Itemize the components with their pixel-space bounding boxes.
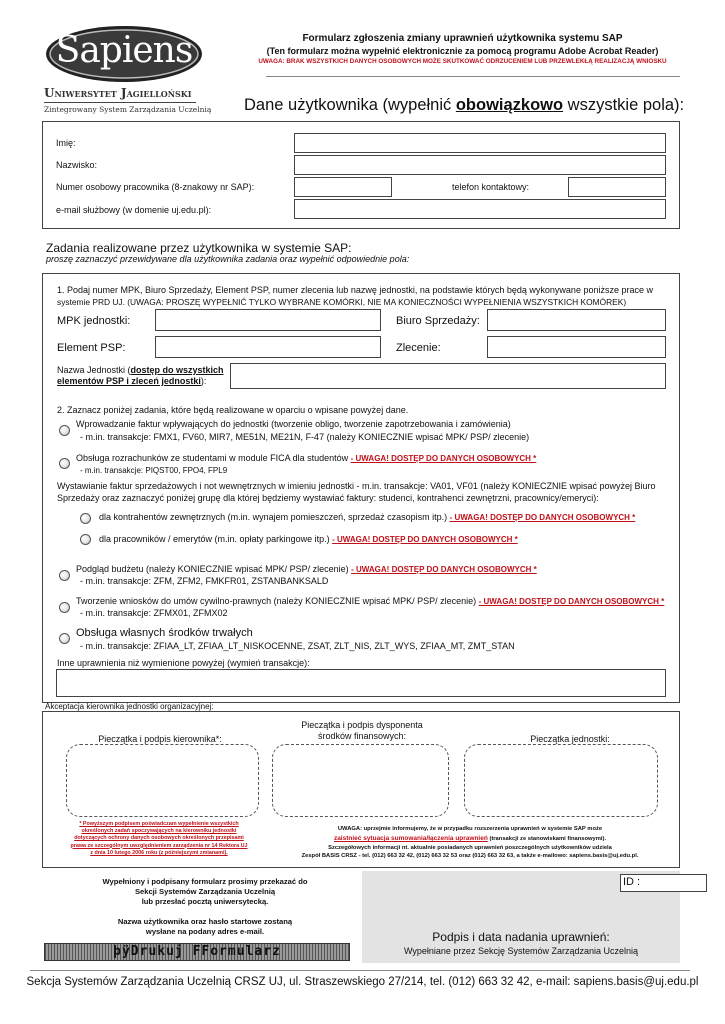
permissions-note-line3: Szczegółowych informacji nt. aktualnie posiadanych uprawnień poszczególnych użytkowników udziela [328,845,612,851]
option-civil-contracts-transactions: - m.in. transakcje: ZFMX01, ZFMX02 [80,608,228,618]
user-section-heading: Dane użytkownika (wypełnić obowiązkowo wszystkie pola): [244,96,685,114]
first-name-label: Imię: [56,138,76,148]
manager-footnote-line1: * Powyższym podpisem poświadczam wypełnienie wszystkich [79,821,239,827]
phone-input[interactable] [568,177,666,197]
email-input[interactable] [294,199,666,219]
option-external-contractors-radio[interactable] [80,513,91,524]
print-button-label[interactable]: þÿDrukuj FFormularz [113,944,281,959]
option-fixed-assets-label: Obsługa własnych środków trwałych [76,627,253,639]
psp-label: Element PSP: [57,342,126,354]
other-permissions-label: Inne uprawnienia niż wymienione powyżej (wymień transakcje): [57,658,310,668]
manager-stamp-label: Pieczątka i podpis kierownika*: [98,734,222,744]
finance-stamp-label-line1: Pieczątka i podpis dysponenta [301,720,423,730]
option-fixed-assets-transactions: - m.in. transakcje: ZFIAA_LT, ZFIAA_LT_NISKOCENNE, ZSAT, ZLT_NIS, ZLT_WYS, ZFIAA_MT, ZMT_STAN [80,641,515,651]
manager-footnote-line3: dotyczących ochrony danych osobowych określonych przepisami [74,835,244,842]
sales-office-input[interactable] [487,309,666,331]
form-subtitle: (Ten formularz można wypełnić elektronicznie za pomocą programu Adobe Acrobat Reader) [266,46,659,56]
permissions-note-line2: zaistnieć sytuacja sumowania/łączenia uprawnień (transakcji ze stanowiskami finansowymi). [333,835,607,842]
employee-number-input[interactable] [294,177,392,197]
submission-line5: wysłane na podany adres e-mail. [145,927,265,936]
mpk-label: MPK jednostki: [57,315,131,327]
tasks-subheading: proszę zaznaczyć przewidywane dla użytkownika zadania oraz wypełnić odpowiednie pola: [46,254,410,264]
manager-footnote [58,821,260,857]
assignment-signature-subtitle: Wypełniane przez Sekcję Systemów Zarządzania Uczelnią [403,946,639,956]
order-input[interactable] [487,336,666,358]
option-budget-preview-radio[interactable] [59,570,70,581]
permissions-note-line4: Zespół BASIS CRSZ - tel. (012) 663 32 42, (012) 663 32 53 oraz (012) 663 32 63, a także e-mailowo: sapiens.basis@uj.edu.pl. [301,853,639,859]
email-label: e-mail służbowy (w domenie uj.edu.pl): [56,205,212,215]
sales-invoices-text-line2: Sprzedaży oraz zaznaczyć poniżej grupę dla której będziemy wystawiać faktury: studenci, kontrahenci zewnętrzni, pracownicy/emeryci): [57,493,599,503]
logo [44,24,212,114]
option-invoices-radio[interactable] [59,425,70,436]
form-warning: UWAGA: BRAK WSZYSTKICH DANYCH OSOBOWYCH MOŻE SKUTKOWAĆ ODRZUCENIEM LUB PRZEWLEKŁĄ REALIZACJĄ WNIOSKU [258,58,667,65]
permissions-note [270,824,670,860]
unit-stamp-area[interactable] [464,744,658,817]
option-fica-radio[interactable] [59,458,70,469]
submission-line1: Wypełniony i podpisany formularz prosimy przekazać do [102,877,308,886]
option-budget-preview-transactions: - m.in. transakcje: ZFM, ZFM2, FMKFR01, ZSTANBANKSALD [80,576,329,586]
acceptance-label: Akceptacja kierownika jednostki organizacyjnej: [45,702,214,711]
option-civil-contracts-radio[interactable] [59,602,70,613]
order-label: Zlecenie: [396,342,441,354]
submission-line2: Sekcji Systemów Zarządzania Uczelnią [134,887,276,896]
last-name-input[interactable] [294,155,666,175]
mpk-input[interactable] [155,309,381,331]
option-invoices-transactions: - m.in. transakcje: FMX1, FV60, MIR7, ME51N, ME21N, F-47 (należy KONIECZNIE wpisać MPK/ PSP/ zlecenie) [80,432,530,442]
point2-text: 2. Zaznacz poniżej zadania, które będą realizowane w oparciu o wpisane powyżej dane. [57,405,409,415]
sales-invoices-text-line1: Wystawianie faktur sprzedażowych i not wewnętrznych w imieniu jednostki - m.in. transakcje: VA01, VF01 (należy KONIECZNIE wpisać powyżej Biuro [57,481,656,491]
unit-stamp-label: Pieczątka jednostki: [530,734,610,744]
option-civil-contracts-label: Tworzenie wniosków do umów cywilno-prawnych (należy KONIECZNIE wpisać MPK/ PSP/ zlecenie) - UWAGA! DOSTĘP DO DANYCH OSOBOWYCH * [76,596,665,606]
manager-footnote-line5: z dnia 10 lutego 2006 roku (z późniejszymi zmianami). [90,849,228,856]
sales-office-label: Biuro Sprzedaży: [396,315,480,327]
finance-stamp-area[interactable] [272,744,449,817]
submission-line3: lub przesłać pocztą uniwersytecką. [141,897,269,906]
manager-footnote-line4: prawa ze szczególnym uwzględnieniem zarządzenia nr 14 Rektora UJ [70,842,248,849]
option-employees-label: dla pracowników / emerytów (m.in. opłaty parkingowe itp.) - UWAGA! DOSTĘP DO DANYCH OSOBOWYCH * [99,534,518,544]
submission-info [60,877,350,937]
last-name-label: Nazwisko: [56,160,98,170]
option-employees-radio[interactable] [80,534,91,545]
unit-name-input[interactable] [230,363,666,389]
other-permissions-input[interactable] [56,669,666,697]
unit-name-label: Nazwa Jednostki (dostęp do wszystkich elementów PSP i zleceń jednostki): [57,365,224,386]
submission-line4: Nazwa użytkownika oraz hasło startowe zostaną [117,917,293,926]
option-invoices-label: Wprowadzanie faktur wpływających do jednostki (tworzenie obligo, tworzenie zapotrzebowania i zamówienia) [76,419,511,429]
psp-input[interactable] [155,336,381,358]
point1-text-line1: 1. Podaj numer MPK, Biuro Sprzedaży, Element PSP, numer zlecenia lub nazwę jednostki, na podstawie których będą wykonywane poniższe prace w [57,285,653,295]
phone-label: telefon kontaktowy: [452,182,530,192]
point1-text-line2: systemie PRD UJ. (UWAGA: PROSZĘ WYPEŁNIĆ TYLKO WYBRANE KOMÓRKI, NIE MA KONIECZNOŚCI WYPEŁNIENIA WSZYSTKICH KOMÓREK) [57,297,627,307]
system-name: Zintegrowany System Zarządzania Uczelnią [44,105,212,114]
option-external-contractors-label: dla kontrahentów zewnętrznych (m.in. wynajem pomieszczeń, sprzedaż czasopism itp.) - UWAGA! DOSTĘP DO DANYCH OSOBOWYCH * [99,512,636,522]
id-label: ID : [623,876,641,888]
university-name: Uniwersytet Jagielloński [44,86,192,100]
first-name-input[interactable] [294,133,666,153]
finance-stamp-label-line2: środków finansowych: [317,731,407,741]
tasks-heading: Zadania realizowane przez użytkownika w systemie SAP: [46,241,352,255]
manager-stamp-area[interactable] [66,744,259,817]
option-budget-preview-label: Podgląd budżetu (należy KONIECZNIE wpisać MPK/ PSP/ zlecenie) - UWAGA! DOSTĘP DO DANYCH OSOBOWYCH * [76,564,537,574]
option-fixed-assets-radio[interactable] [59,633,70,644]
assignment-signature-title: Podpis i data nadania uprawnień: [432,930,610,944]
employee-number-label: Numer osobowy pracownika (8-znakowy nr SAP): [56,182,255,192]
option-fica-label: Obsługa rozrachunków ze studentami w module FICA dla studentów - UWAGA! DOSTĘP DO DANYCH OSOBOWYCH * [76,453,537,463]
permissions-note-line1: UWAGA: uprzejmie informujemy, że w przypadku rozszerzenia uprawnień w systemie SAP może [337,826,603,832]
manager-footnote-line2: określonych zadań spoczywających na kierowniku jednostki [81,828,237,835]
brand-name: Sapiens [55,30,193,71]
footer-contact: Sekcja Systemów Zarządzania Uczelnią CRSZ UJ, ul. Straszewskiego 27/214, tel. (012) 663 32 42, e-mail: sapiens.basis@uj.edu.pl [26,976,699,988]
option-fica-transactions: - m.in. transakcje: PIQST00, FPO4, FPL9 [80,466,228,475]
form-title: Formularz zgłoszenia zmiany uprawnień użytkownika systemu SAP [302,33,623,44]
